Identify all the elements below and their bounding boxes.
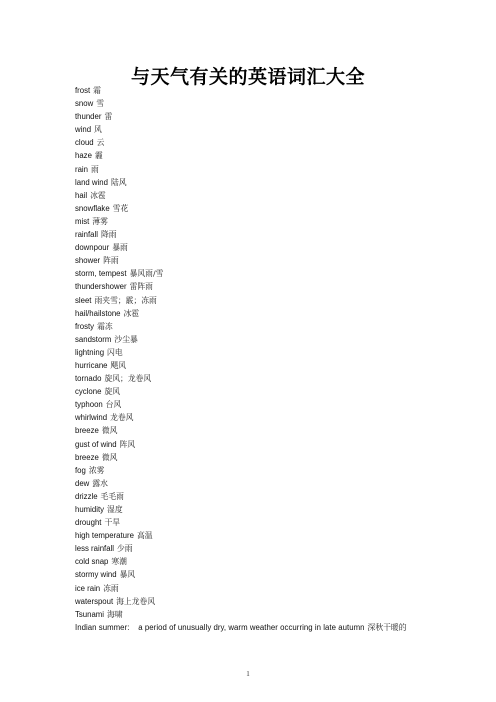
english-term: Indian summer: a period of unusually dry, warm weather occurring in late autumn: [75, 622, 365, 632]
list-item: [75, 424, 485, 437]
english-term: cloud: [75, 138, 94, 148]
english-term: thunder: [75, 112, 102, 122]
chinese-term: 薄雾: [92, 216, 108, 226]
list-item: [75, 110, 485, 123]
chinese-term: 雷阵雨: [129, 282, 153, 292]
list-item: [75, 608, 485, 621]
chinese-term: 陆风: [110, 177, 127, 187]
english-term: breeze: [75, 426, 99, 436]
list-item: [75, 346, 485, 359]
chinese-term: 台风: [105, 400, 122, 410]
list-item: [75, 411, 485, 424]
list-item: [75, 372, 485, 385]
english-term: stormy wind: [75, 570, 117, 580]
list-item: [75, 202, 485, 215]
list-item: [75, 582, 485, 595]
chinese-term: 沙尘暴: [114, 334, 138, 344]
list-item: [75, 529, 485, 542]
chinese-term: 寒潮: [111, 557, 127, 567]
chinese-term: 浓雾: [88, 465, 105, 475]
chinese-term: 湿度: [107, 505, 123, 514]
list-item: [75, 385, 485, 398]
list-item: [75, 451, 485, 464]
chinese-term: 微风: [101, 426, 118, 436]
chinese-term: 露水: [92, 478, 108, 488]
chinese-term: 霜: [93, 86, 101, 95]
english-term: rainfall: [75, 230, 98, 240]
list-item: [75, 477, 485, 490]
list-item: [75, 136, 485, 149]
english-term: hail/hailstone: [75, 308, 121, 318]
chinese-term: 霜冻: [97, 321, 113, 331]
english-term: hail: [75, 190, 88, 200]
list-item: [75, 542, 485, 555]
english-term: tornado: [75, 374, 102, 384]
list-item: [75, 490, 485, 503]
english-term: thundershower: [75, 282, 127, 292]
english-term: shower: [75, 256, 101, 266]
chinese-term: 雷: [104, 112, 113, 122]
chinese-term: 龙卷风: [110, 413, 134, 423]
chinese-term: 海上龙卷风: [116, 596, 156, 606]
chinese-term: 风: [94, 125, 102, 135]
english-term: wind: [75, 125, 92, 135]
english-term: less rainfall: [75, 544, 114, 554]
english-term: frosty: [75, 321, 95, 331]
list-item: [75, 189, 485, 202]
list-item: [75, 280, 485, 293]
english-term: haze: [75, 151, 92, 161]
chinese-term: 暴风雨/雪: [129, 269, 164, 279]
list-item: [75, 254, 485, 267]
english-term: whirlwind: [75, 413, 108, 423]
chinese-term: 深秋干暖的: [367, 622, 407, 632]
english-term: fog: [75, 465, 86, 475]
chinese-term: 雨: [91, 164, 99, 174]
list-item: [75, 621, 485, 634]
chinese-term: 干旱: [104, 518, 121, 528]
english-term: humidity: [75, 505, 105, 514]
english-term: lightning: [75, 347, 105, 357]
english-term: Tsunami: [75, 609, 105, 619]
chinese-term: 暴雨: [112, 243, 128, 253]
english-term: sleet: [75, 295, 92, 305]
chinese-term: 雪花: [112, 203, 129, 213]
english-term: drizzle: [75, 491, 98, 501]
list-item: [75, 228, 485, 241]
chinese-term: 闪电: [107, 347, 123, 357]
list-item: [75, 84, 485, 97]
chinese-term: 阵雨: [103, 256, 119, 266]
list-item: [75, 294, 485, 307]
list-item: [75, 595, 485, 608]
english-term: mist: [75, 216, 90, 226]
page-number: 1: [246, 670, 250, 678]
english-term: waterspout: [75, 596, 114, 606]
list-item: [75, 176, 485, 189]
chinese-term: 降雨: [100, 230, 117, 240]
list-item: [75, 333, 485, 346]
chinese-term: 雨夹雪；霰；冻雨: [94, 295, 157, 305]
english-term: dew: [75, 478, 90, 488]
page-title: 与天气有关的英语词汇大全: [130, 66, 365, 88]
list-item: [75, 267, 485, 280]
english-term: high temperature: [75, 531, 134, 541]
chinese-term: 冻雨: [103, 583, 119, 593]
chinese-term: 高温: [136, 531, 153, 541]
english-term: drought: [75, 518, 102, 528]
english-term: storm, tempest: [75, 269, 127, 279]
chinese-term: 微风: [101, 452, 118, 462]
list-item: [75, 123, 485, 136]
chinese-term: 冰雹: [123, 308, 140, 318]
list-item: [75, 398, 485, 411]
english-term: downpour: [75, 243, 110, 253]
list-item: [75, 163, 485, 176]
list-item: [75, 438, 485, 451]
chinese-term: 雪: [96, 99, 104, 109]
list-item: [75, 555, 485, 568]
chinese-term: 暴风: [119, 570, 136, 580]
list-item: [75, 97, 485, 110]
english-term: rain: [75, 164, 89, 174]
english-term: cold snap: [75, 557, 109, 567]
list-item: [75, 307, 485, 320]
chinese-term: 飓风: [110, 360, 127, 370]
list-item: [75, 359, 485, 372]
chinese-term: 霾: [94, 151, 103, 161]
english-term: hurricane: [75, 360, 108, 370]
english-term: breeze: [75, 452, 99, 462]
english-term: sandstorm: [75, 334, 112, 344]
chinese-term: 冰雹: [90, 190, 106, 200]
english-term: land wind: [75, 177, 108, 187]
chinese-term: 云: [96, 138, 105, 148]
vocabulary-list: [75, 84, 485, 634]
english-term: typhoon: [75, 400, 103, 410]
list-item: [75, 516, 485, 529]
chinese-term: 海啸: [107, 609, 123, 619]
chinese-term: 旋风；龙卷风: [104, 374, 152, 384]
english-term: frost: [75, 86, 91, 95]
list-item: [75, 503, 485, 516]
list-item: [75, 215, 485, 228]
list-item: [75, 149, 485, 162]
english-term: snow: [75, 99, 94, 109]
list-item: [75, 464, 485, 477]
chinese-term: 少雨: [117, 544, 133, 554]
chinese-term: 阵风: [119, 439, 136, 449]
english-term: gust of wind: [75, 439, 117, 449]
list-item: [75, 320, 485, 333]
english-term: snowflake: [75, 203, 110, 213]
list-item: [75, 241, 485, 254]
chinese-term: 毛毛雨: [100, 491, 124, 501]
english-term: cyclone: [75, 387, 102, 397]
list-item: [75, 568, 485, 581]
chinese-term: 旋风: [104, 387, 121, 397]
english-term: ice rain: [75, 583, 101, 593]
